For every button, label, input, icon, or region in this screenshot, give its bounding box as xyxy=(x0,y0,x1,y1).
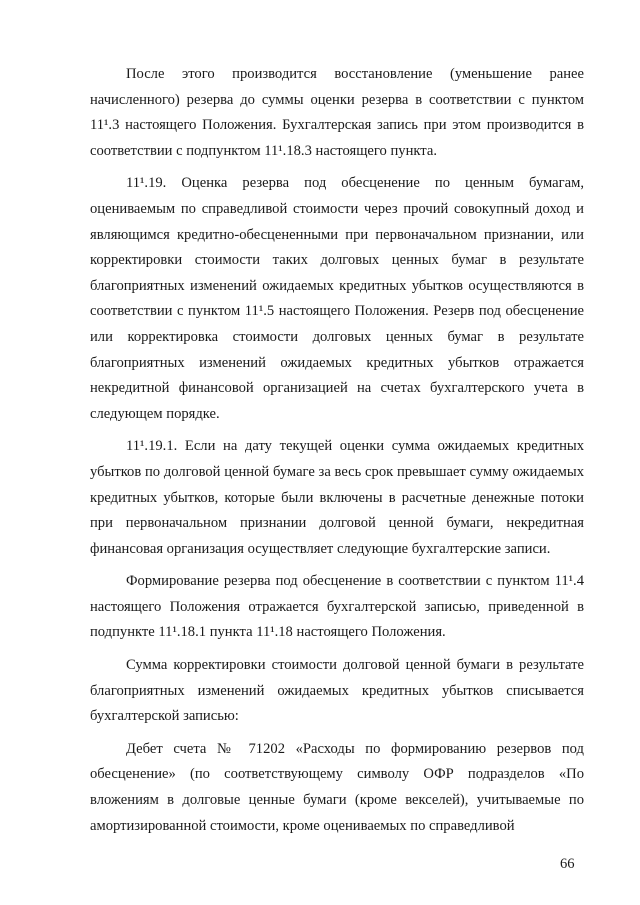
paragraph-reserve-formation: Формирование резерва под обесценение в соответствии с пунктом 11¹.4 настоящего Положения отражается бухгалтерской записью, приведенной в подпункте 11¹.18.1 пункта 11¹.18 настоящего Положения. xyxy=(90,573,584,641)
paragraph-adjustment-amount: Сумма корректировки стоимости долговой ценной бумаги в результате благоприятных изменений ожидаемых кредитных убытков списывается бухгалтерской записью: xyxy=(90,657,584,725)
page-number: 66 xyxy=(560,856,575,872)
paragraph-11-1-19: 11¹.19. Оценка резерва под обесценение по ценным бумагам, оцениваемым по справедливой стоимости через прочий совокупный доход и являющимся кредитно-обесцененными при первоначальном признании, или корректировки стоимости таких долговых ценных бумаг в результате благоприятных изменений ожидаемых кредитных убытков осуществляются в соответствии с пунктом 11¹.5 настоящего Положения. Резерв под обесценение или корректировка стоимости долговых ценных бумаг в результате благоприятных изменений ожидаемых кредитных убытков отражается некредитной финансовой организацией на счетах бухгалтерского учета в следующем порядке. xyxy=(90,175,584,422)
paragraph-debit-71202: Дебет счета № 71202 «Расходы по формированию резервов под обесценение» (по соответствующему символу ОФР подразделов «По вложениям в долговые ценные бумаги (кроме векселей), учитываемые по амортизированной стоимости, кроме оцениваемых по справедливой xyxy=(90,740,584,834)
document-body xyxy=(90,62,584,846)
paragraph-restoration: После этого производится восстановление (уменьшение ранее начисленного) резерва до суммы оценки резерва в соответствии с пунктом 11¹.3 настоящего Положения. Бухгалтерская запись при этом производится в соответствии с подпунктом 11¹.18.3 настоящего пункта. xyxy=(90,66,584,159)
paragraph-11-1-19-1: 11¹.19.1. Если на дату текущей оценки сумма ожидаемых кредитных убытков по долговой ценной бумаге за весь срок превышает сумму ожидаемых кредитных убытков, которые были включены в расчетные денежные потоки при первоначальном признании долговой ценной бумаги, некредитная финансовая организация осуществляет следующие бухгалтерские записи. xyxy=(90,438,584,557)
